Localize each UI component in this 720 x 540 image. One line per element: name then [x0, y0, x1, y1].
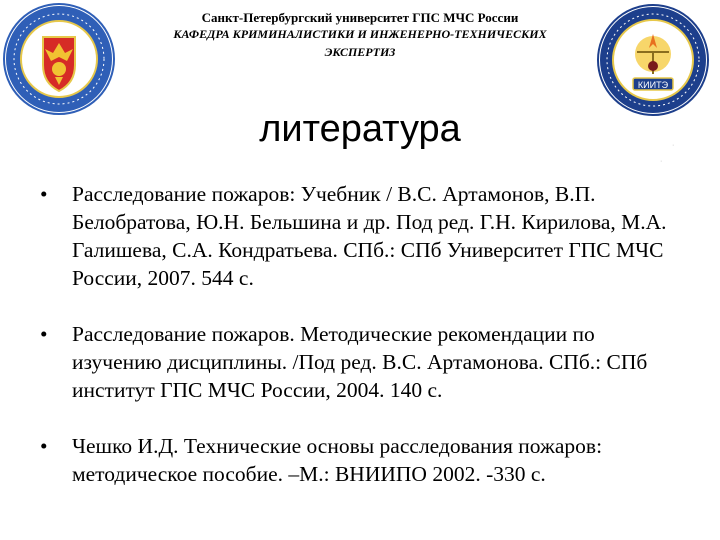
reference-text: Чешко И.Д. Технические основы расследования пожаров: методическое пособие. –М.: ВНИИПО 2002. -330 с. [72, 434, 603, 486]
reference-item [40, 320, 680, 404]
reference-item [40, 180, 680, 292]
decorative-speck: · [672, 142, 675, 149]
slide-title: литература [259, 108, 461, 150]
bullet-icon: • [40, 182, 48, 206]
department-emblem-icon [597, 4, 709, 116]
university-emblem-icon [3, 3, 115, 115]
university-name: Санкт-Петербургский университет ГПС МЧС России [201, 10, 519, 25]
decorative-speck: · [660, 158, 663, 165]
reference-text: Расследование пожаров. Методические рекомендации по изучению дисциплины. /Под ред. В.С. Артамонова. СПб.: СПб институт ГПС МЧС России, 2004. 140 с. [72, 322, 648, 402]
reference-text: Расследование пожаров: Учебник / В.С. Артамонов, В.П. Белобратова, Ю.Н. Бельшина и др. Под ред. Г.Н. Кирилова, М.А. Галишева, С.А. Кондратьева. СПб.: СПб Университет ГПС МЧС России, 2007. 544 с. [72, 182, 667, 290]
bullet-icon: • [40, 322, 48, 346]
department-name-line1: КАФЕДРА КРИМИНАЛИСТИКИ И ИНЖЕНЕРНО-ТЕХНИЧЕСКИХ [173, 27, 547, 41]
reference-item [40, 432, 680, 488]
bullet-icon: • [40, 434, 48, 458]
reference-list [40, 180, 680, 488]
emblem-badge-text: КИИТЭ [637, 80, 669, 90]
department-name-line2: ЭКСПЕРТИЗ [324, 45, 396, 59]
